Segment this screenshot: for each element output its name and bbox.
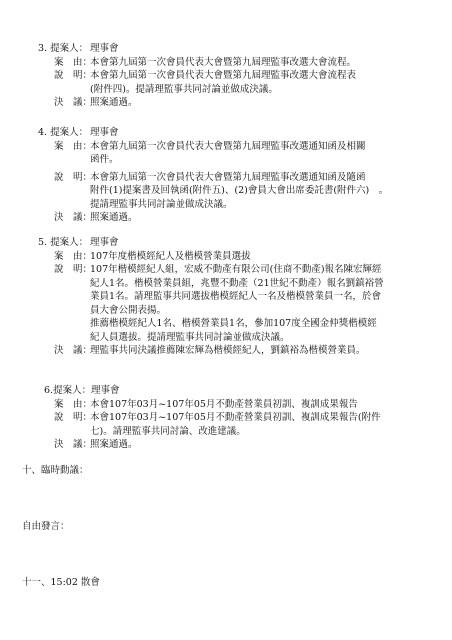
case-row [54, 398, 444, 412]
explanation-line: 本會107年03月~107年05月不動產營業員初訓、複訓成果報告(附件 [90, 412, 381, 423]
resolution-line: 照案通過。 [90, 212, 138, 223]
proposer-text: 理事會 [90, 43, 119, 54]
resolution-label: 決 議： [54, 345, 93, 356]
item-number-label: 3. 提案人： [38, 43, 89, 54]
explanation-line: 本會第九屆第一次會員代表大會暨第九屆理監事改選通知函及隨函 [90, 171, 366, 183]
explanation-label: 說 明： [54, 412, 93, 423]
case-label: 案 由： [54, 250, 93, 262]
case-row [54, 140, 438, 167]
explanation-label: 說 明： [54, 264, 93, 275]
explanation-line: 推薦楷模經紀人1名、楷模營業員1名，參加107度全國金仲獎楷模經 [90, 318, 377, 329]
explanation-line: (附件四)。提請理監事共同討論並做成決議。 [90, 83, 278, 95]
case-line: 函件。 [90, 154, 119, 165]
resolution-row [54, 344, 438, 358]
explanation-line: 附件(1)提案書及回執函(附件五)、(2)會員大會出席委託書(附件六) 。 [90, 185, 389, 196]
proposer-row [38, 42, 438, 56]
proposer-row [38, 126, 438, 140]
proposer-row [38, 236, 438, 250]
explanation-row [54, 411, 444, 438]
proposer-text: 理事會 [90, 127, 119, 138]
proposer-text: 理事會 [91, 385, 120, 396]
agenda-item-4 [38, 126, 438, 225]
resolution-row [54, 96, 438, 110]
case-label: 案 由： [54, 140, 93, 152]
explanation-line: 本會第九屆第一次會員代表大會暨第九屆理監事改選大會流程表 [90, 70, 357, 81]
explanation-label: 說 明： [54, 171, 93, 183]
agenda-item-5 [38, 236, 438, 358]
proposer-row [44, 384, 444, 398]
agenda-item-3 [38, 42, 438, 110]
explanation-line: 107年楷模經紀人組，宏威不動產有限公司(住商不動產)報名陳宏輝經 [90, 264, 382, 275]
resolution-line: 理監事共同決議推薦陳宏輝為楷模經紀人，劉鎮裕為楷模營業員。 [90, 345, 366, 356]
resolution-row [54, 211, 438, 225]
section-heading-free-speech: 自由發言： [22, 521, 70, 532]
section-heading-adjournment: 十一、15:02 散會 [22, 577, 100, 588]
explanation-row [54, 69, 438, 96]
item-number-label: 5. 提案人： [38, 237, 89, 248]
case-label: 案 由： [54, 56, 93, 68]
explanation-line: 提請理監事共同討論並做成決議。 [90, 198, 233, 210]
explanation-line: 七)。請理監事共同討論、改進建議。 [90, 425, 246, 437]
case-label: 案 由： [54, 398, 93, 410]
item-number-label: 4. 提案人： [38, 127, 89, 138]
case-row [54, 250, 438, 264]
case-line: 本會第九屆第一次會員代表大會暨第九屆理監事改選大會流程。 [90, 56, 357, 68]
resolution-line: 照案通過。 [90, 439, 138, 450]
resolution-line: 照案通過。 [90, 97, 138, 108]
explanation-line: 業員1名。請理監事共同選拔楷模經紀人一名及楷模營業員一名，於會 [90, 291, 382, 302]
resolution-label: 決 議： [54, 97, 93, 108]
case-line: 107年度楷模經紀人及楷模營業員選拔 [90, 250, 251, 262]
resolution-label: 決 議： [54, 212, 93, 223]
proposer-text: 理事會 [90, 237, 119, 248]
explanation-row [54, 171, 438, 212]
resolution-label: 決 議： [54, 439, 93, 450]
explanation-line: 員大會公開表揚。 [90, 304, 167, 316]
section-heading-extempore-motions: 十、臨時動議： [22, 465, 89, 476]
item-number-label: 6.提案人： [44, 385, 92, 396]
case-row [54, 56, 438, 70]
case-line: 本會107年03月~107年05月不動產營業員初訓、複訓成果報告 [90, 398, 358, 410]
explanation-line: 紀人員選拔。提請理監事共同討論並做成決議。 [90, 331, 290, 343]
resolution-row [54, 438, 444, 452]
agenda-item-6 [44, 384, 444, 452]
explanation-row [54, 263, 438, 344]
explanation-label: 說 明： [54, 70, 93, 81]
case-line: 本會第九屆第一次會員代表大會暨第九屆理監事改選通知函及相關 [90, 140, 366, 152]
explanation-line: 紀人1名。楷模營業員組，兆豐不動產（21世紀不動產）報名劉鎮裕營 [90, 277, 384, 289]
